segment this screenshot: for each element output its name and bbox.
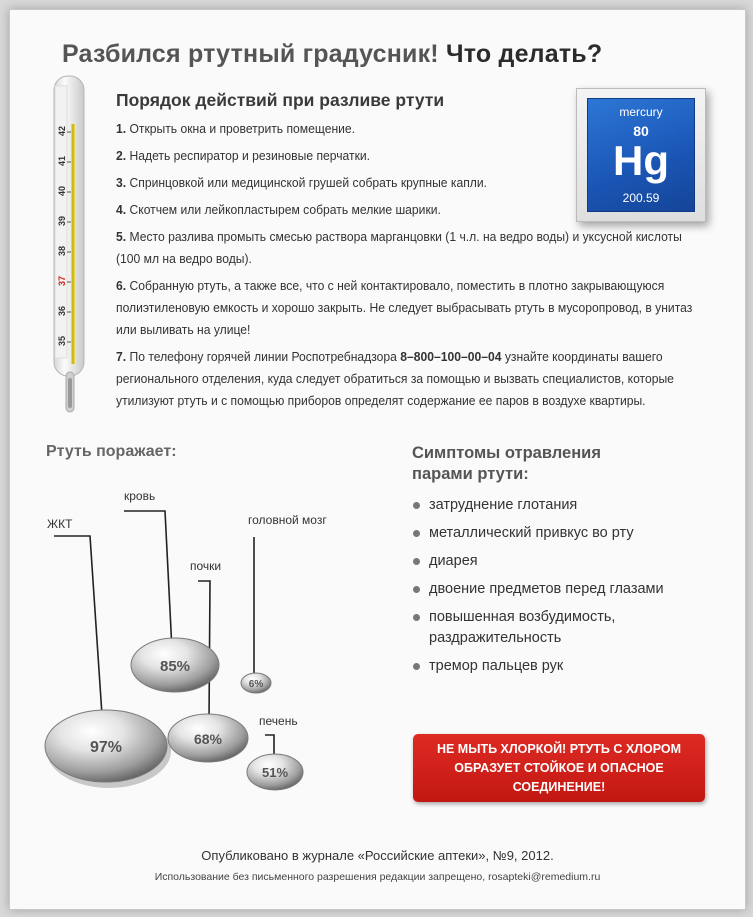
element-card (576, 88, 706, 222)
thermo-label-36: 36 (57, 305, 67, 316)
percent-blood: 85% (159, 658, 191, 675)
infographic-page (9, 9, 746, 910)
symptom-item: повышенная возбудимость, раздражительность (412, 607, 712, 649)
organ-label-kidneys: почки (190, 559, 222, 573)
step-2: 2. Надеть респиратор и резиновые перчатки. (116, 149, 371, 163)
mercury-drops-diagram (10, 10, 410, 830)
step-1: 1. Открыть окна и проветрить помещение. (116, 122, 356, 136)
thermo-label-35: 35 (57, 335, 67, 346)
organ-label-brain: головной мозг (248, 513, 327, 527)
bullet-icon (413, 558, 420, 565)
hotline-phone: 8–800–100–00–04 (400, 350, 502, 364)
step-6: 6. Собранную ртуть, а также все, что с ней контактировало, поместить в плотно закрывающуюся полиэтиленовую емкость и хорошо закрыть. Не следует выбрасывать ртуть в мусоропровод, в унитаз или выливать на улице! (116, 279, 693, 337)
bullet-icon (413, 502, 420, 509)
percent-gi: 97% (89, 739, 123, 756)
affects-title: Ртуть поражает: (46, 443, 177, 460)
title-question: Что делать? (446, 40, 603, 68)
symptoms-title: Симптомы отравления парами ртути: (412, 444, 601, 483)
bullet-icon (413, 586, 420, 593)
step-7: 7. По телефону горячей линии Роспотребнадзора 8–800–100–00–04 узнайте координаты вашего регионального отделения, куда следует обратиться за помощью и вызвать специалистов, которые утилизуют ртуть и с помощью приборов определят содержание ее паров в воздухе квартиры. (116, 350, 674, 408)
element-number: 80 (633, 123, 649, 139)
thermo-label-42: 42 (57, 125, 67, 136)
step-5: 5. Место разлива промыть смесью раствора марганцовки (1 ч.л. на ведро воды) и уксусной кислоты (100 мл на ведро воды). (116, 230, 682, 266)
symptom-item: затруднение глотания (412, 495, 712, 516)
percent-brain: 6% (248, 679, 264, 690)
thermo-label-38: 38 (57, 245, 67, 256)
chlorine-warning-banner: НЕ МЫТЬ ХЛОРКОЙ! РТУТЬ С ХЛОРОМ ОБРАЗУЕТ СТОЙКОЕ И ОПАСНОЕ СОЕДИНЕНИЕ! (413, 734, 705, 802)
thermo-label-39: 39 (57, 215, 67, 226)
title-main: Разбился ртутный градусник! (62, 40, 439, 68)
thermo-label-41: 41 (57, 155, 67, 166)
bullet-icon (413, 530, 420, 537)
bullet-icon (413, 614, 420, 621)
step-3: 3. Спринцовкой или медицинской грушей собрать крупные капли. (116, 176, 488, 190)
bullet-icon (413, 663, 420, 670)
publication-note: Опубликовано в журнале «Российские аптеки», №9, 2012. (201, 848, 554, 863)
symptom-item: двоение предметов перед глазами (412, 579, 712, 600)
symptoms-list (412, 495, 712, 684)
symptom-item: металлический привкус во рту (412, 523, 712, 544)
organ-label-liver: печень (259, 714, 298, 728)
step-4: 4. Скотчем или лейкопластырем собрать мелкие шарики. (116, 203, 441, 217)
organ-label-blood: кровь (124, 489, 156, 503)
organ-label-gi: ЖКТ (47, 517, 73, 531)
steps-title: Порядок действий при разливе ртути (116, 90, 445, 110)
percent-liver: 51% (261, 765, 289, 780)
percent-kidneys: 68% (193, 731, 223, 747)
element-name: mercury (619, 105, 663, 119)
copyright-note: Использование без письменного разрешения редакции запрещено, rosapteki@remedium.ru (154, 871, 601, 883)
element-symbol: Hg (613, 137, 669, 184)
thermo-label-40: 40 (57, 185, 67, 196)
symptom-item: тремор пальцев рук (412, 656, 712, 677)
thermo-label-37: 37 (57, 275, 67, 286)
symptom-item: диарея (412, 551, 712, 572)
element-mass: 200.59 (622, 191, 660, 205)
